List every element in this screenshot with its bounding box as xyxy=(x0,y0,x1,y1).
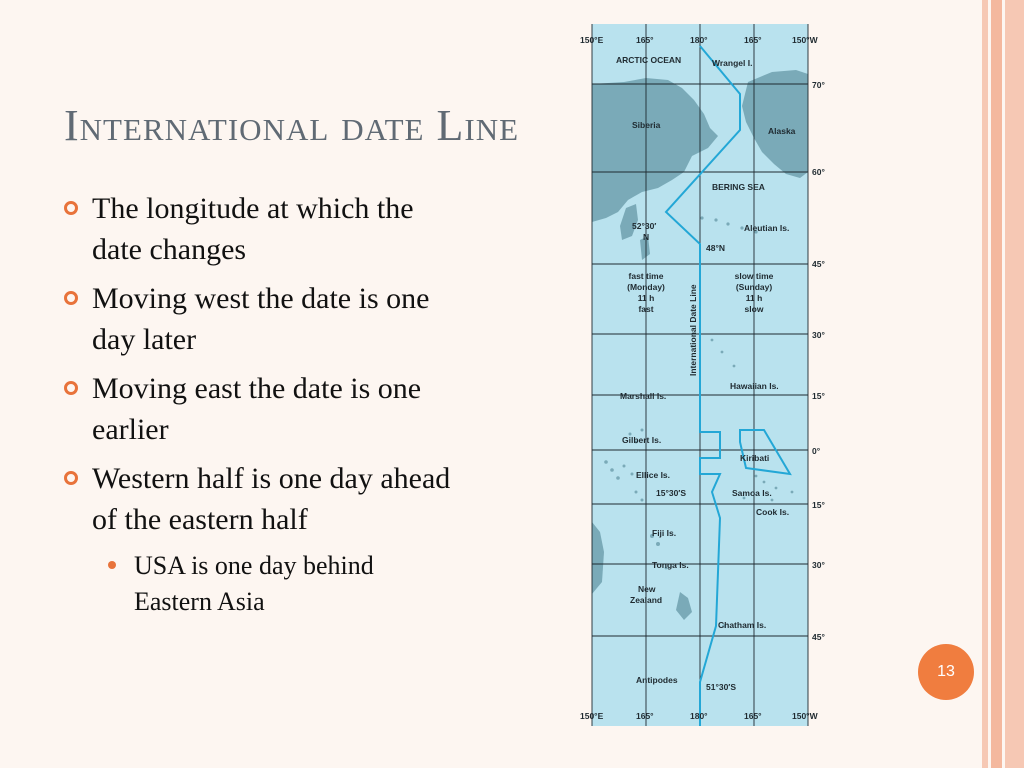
slide-title: International date Line xyxy=(64,101,520,150)
lat-label: 70° xyxy=(812,80,825,90)
svg-text:slow time: slow time xyxy=(734,271,774,281)
svg-text:11 h: 11 h xyxy=(637,293,655,303)
place-label: Cook Is. xyxy=(756,507,790,517)
place-label: ARCTIC OCEAN xyxy=(616,55,682,65)
place-label: Gilbert Is. xyxy=(622,435,662,445)
bullet-item xyxy=(64,278,454,360)
lon-label: 150°W xyxy=(792,35,818,45)
place-label: Wrangel I. xyxy=(712,58,753,68)
place-label: Ellice Is. xyxy=(636,470,671,480)
lon-label: 165° xyxy=(744,35,762,45)
bullet-icon xyxy=(64,291,78,305)
lon-label: 165° xyxy=(744,711,762,721)
place-label: Samoa Is. xyxy=(732,488,772,498)
bullet-icon xyxy=(64,201,78,215)
date-line-label: International Date Line xyxy=(688,284,698,376)
place-label: New xyxy=(638,584,656,594)
lon-label: 165° xyxy=(636,711,654,721)
lat-label: 15° xyxy=(812,500,825,510)
latitude-labels xyxy=(812,80,825,642)
place-label: Marshall Is. xyxy=(620,391,667,401)
place-label: 48°N xyxy=(706,243,725,253)
bullet-list xyxy=(64,188,454,628)
svg-text:(Sunday): (Sunday) xyxy=(735,282,773,292)
page-number-badge: 13 xyxy=(918,644,974,700)
svg-text:11 h: 11 h xyxy=(745,293,763,303)
lon-label: 165° xyxy=(636,35,654,45)
place-label: Fiji Is. xyxy=(652,528,677,538)
place-label: 52°30′ xyxy=(632,221,657,231)
place-label: Siberia xyxy=(632,120,661,130)
date-line-map xyxy=(576,22,832,730)
lon-label: 150°E xyxy=(580,711,604,721)
place-label: Chatham Is. xyxy=(718,620,767,630)
place-label: Antipodes xyxy=(636,675,678,685)
place-label: Alaska xyxy=(768,126,796,136)
lon-label: 150°E xyxy=(580,35,604,45)
lat-label: 15° xyxy=(812,391,825,401)
bullet-icon xyxy=(64,471,78,485)
bullet-text: Moving west the date is one day later xyxy=(92,282,430,356)
bullet-text: The longitude at which the date changes xyxy=(92,192,414,266)
lat-label: 60° xyxy=(812,167,825,177)
lon-label: 180° xyxy=(690,35,708,45)
lat-label: 30° xyxy=(812,560,825,570)
sub-bullet-item xyxy=(64,548,454,620)
svg-text:slow: slow xyxy=(744,304,764,314)
bullet-item xyxy=(64,188,454,270)
bullet-item xyxy=(64,368,454,450)
place-label: Hawaiian Is. xyxy=(730,381,779,391)
svg-text:fast time: fast time xyxy=(628,271,664,281)
place-label: BERING SEA xyxy=(712,182,765,192)
sub-bullet-text: USA is one day behind Eastern Asia xyxy=(134,551,374,616)
lon-label: 180° xyxy=(690,711,708,721)
place-label: Aleutian Is. xyxy=(744,223,790,233)
svg-text:fast: fast xyxy=(638,304,654,314)
place-label: Tonga Is. xyxy=(652,560,689,570)
lon-label: 150°W xyxy=(792,711,818,721)
place-label: Zealand xyxy=(630,595,663,605)
svg-text:(Monday): (Monday) xyxy=(627,282,665,292)
place-label: 51°30′S xyxy=(706,682,737,692)
bullet-text: Western half is one day ahead of the eastern half xyxy=(92,462,451,536)
sub-bullet-icon xyxy=(108,561,116,569)
lat-label: 45° xyxy=(812,632,825,642)
place-label: Kiribati xyxy=(740,453,770,463)
lat-label: 0° xyxy=(812,446,821,456)
place-label: N xyxy=(643,232,650,242)
place-label: 15°30′S xyxy=(656,488,687,498)
bullet-icon xyxy=(64,381,78,395)
decorative-border xyxy=(976,0,1024,768)
lat-label: 45° xyxy=(812,259,825,269)
bullet-item xyxy=(64,458,454,540)
bullet-text: Moving east the date is one earlier xyxy=(92,372,422,446)
lat-label: 30° xyxy=(812,330,825,340)
